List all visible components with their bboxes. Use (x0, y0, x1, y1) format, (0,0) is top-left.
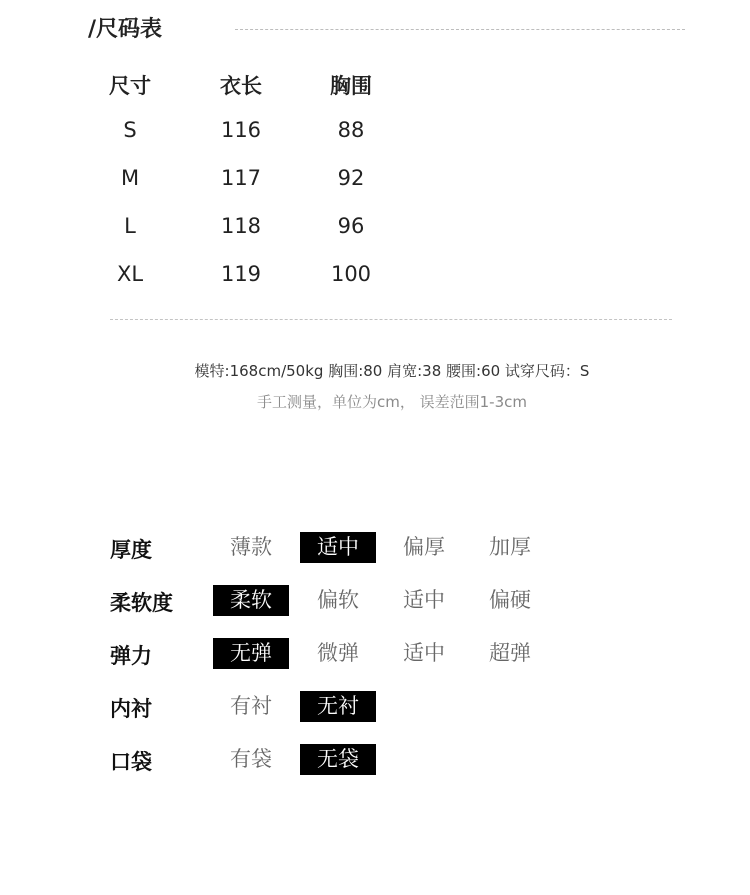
section-divider (110, 319, 672, 320)
table-cell-chest: 100 (330, 262, 372, 286)
table-cell-size: L (124, 214, 136, 238)
table-cell-length: 118 (220, 214, 262, 238)
attribute-label-elasticity: 弹力 (110, 644, 152, 668)
size-chart-title: /尺码表 (88, 17, 163, 42)
option-fairly-hard: 偏硬 (489, 588, 531, 612)
column-header-size: 尺寸 (109, 74, 151, 98)
attribute-label-thickness: 厚度 (110, 538, 152, 562)
option-with-pocket: 有袋 (230, 747, 272, 771)
attribute-label-pocket: 口袋 (110, 750, 152, 774)
option-lined: 有衬 (230, 694, 272, 718)
table-cell-size: M (120, 166, 140, 190)
option-no-pocket-selected: 无袋 (300, 744, 376, 775)
option-thin: 薄款 (230, 535, 272, 559)
table-cell-size: S (123, 118, 137, 142)
attribute-label-lining: 内衬 (110, 697, 152, 721)
option-moderate-stretch: 适中 (403, 641, 445, 665)
model-info: 模特:168cm/50kg 胸围:80 肩宽:38 腰围:60 试穿尺码：S (194, 362, 590, 380)
option-super-stretch: 超弹 (489, 641, 531, 665)
table-cell-size: XL (116, 262, 144, 286)
table-cell-chest: 96 (337, 214, 365, 238)
column-header-chest: 胸围 (330, 74, 372, 98)
table-cell-length: 119 (220, 262, 262, 286)
option-unlined-selected: 无衬 (300, 691, 376, 722)
table-cell-chest: 88 (337, 118, 365, 142)
option-medium-selected: 适中 (300, 532, 376, 563)
title-divider (235, 29, 685, 30)
attribute-label-softness: 柔软度 (110, 591, 173, 615)
table-cell-length: 116 (220, 118, 262, 142)
option-moderate: 适中 (403, 588, 445, 612)
option-soft-selected: 柔软 (213, 585, 289, 616)
table-cell-chest: 92 (337, 166, 365, 190)
option-no-stretch-selected: 无弹 (213, 638, 289, 669)
option-fairly-soft: 偏软 (317, 588, 359, 612)
option-extra-thick: 加厚 (489, 535, 531, 559)
column-header-length: 衣长 (220, 74, 262, 98)
measurement-note: 手工测量，单位为cm， 误差范围1-3cm (257, 393, 527, 411)
table-cell-length: 117 (220, 166, 262, 190)
option-thick: 偏厚 (403, 535, 445, 559)
option-slight-stretch: 微弹 (317, 641, 359, 665)
